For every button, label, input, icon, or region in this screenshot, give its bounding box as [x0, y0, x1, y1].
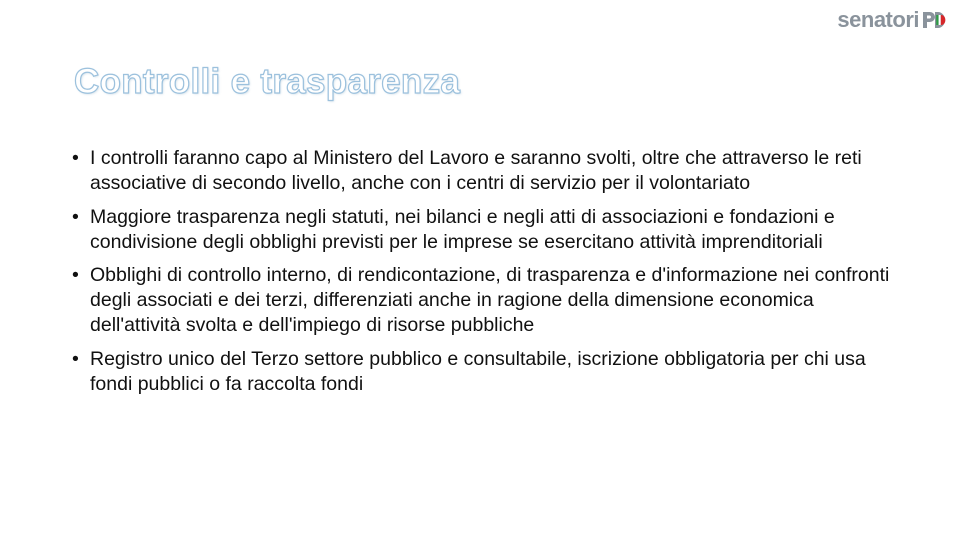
bullet-text: Obblighi di controllo interno, di rendicontazione, di trasparenza e d'informazione nei confronti degli associati e dei terzi, differenziati anche in ragione della dimensione economica dell'attività svolta e dell'impiego di risorse pubbliche: [90, 264, 890, 336]
bullet-list: [72, 146, 892, 405]
bullet-marker: •: [72, 264, 79, 286]
bullet-text: I controlli faranno capo al Ministero del Lavoro e saranno svolti, oltre che attraverso le reti associative di secondo livello, anche con i centri di servizio per il volontariato: [90, 147, 862, 194]
slide-title: Controlli e trasparenza: [74, 62, 461, 101]
list-item: [72, 146, 892, 196]
list-item: [72, 263, 892, 338]
bullet-marker: •: [72, 205, 79, 228]
pd-party-icon: [922, 10, 946, 30]
bullet-text: Registro unico del Terzo settore pubblico e consultabile, iscrizione obbligatoria per chi usa fondi pubblici o fa raccolta fondi: [90, 347, 866, 395]
bullet-text: Maggiore trasparenza negli statuti, nei bilanci e negli atti di associazioni e fondazioni e condivisione degli obblighi previsti per le imprese se esercitano attività imprenditoriali: [90, 205, 835, 253]
senatori-pd-logo: [837, 8, 946, 32]
list-item: [72, 205, 892, 255]
logo-text: senatori: [837, 7, 919, 32]
bullet-marker: •: [72, 347, 79, 370]
list-item: [72, 347, 892, 397]
bullet-marker: •: [72, 147, 79, 169]
